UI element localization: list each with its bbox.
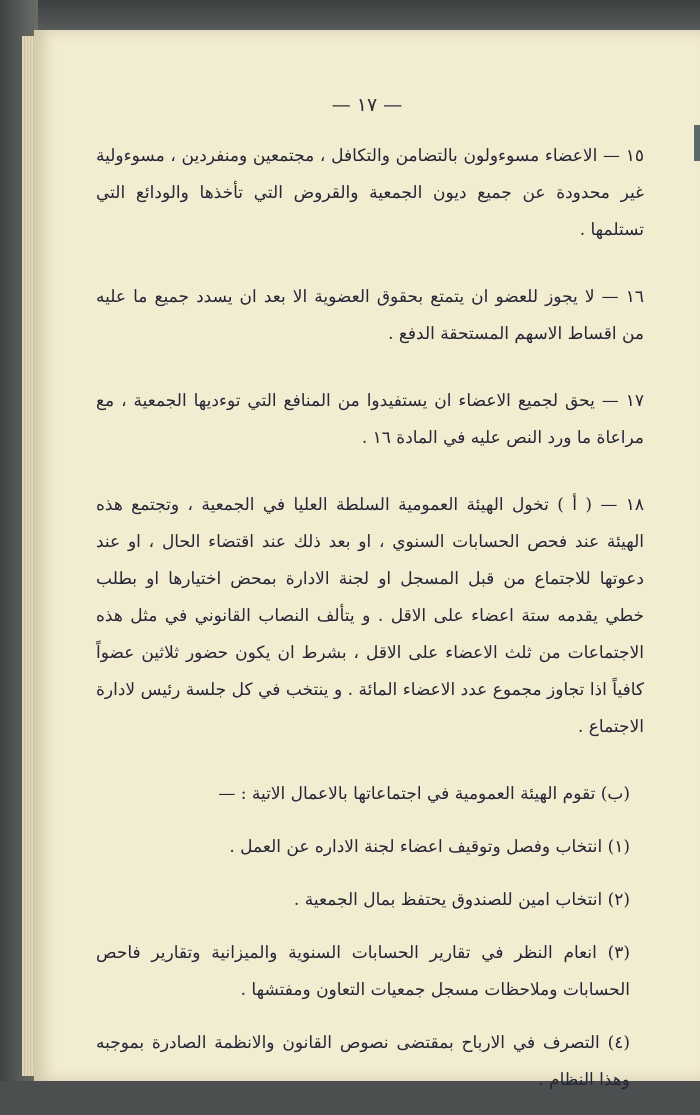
article-18-b-item-2: (٢) انتخاب امين للصندوق يحتفظ بمال الجمعية . [293,890,630,910]
article-16: ١٦ — لا يجوز للعضو ان يتمتع بحقوق العضوية الا بعد ان يسدد جميع ما عليه من اقساط الاسهم المستحقة الدفع . [96,287,644,344]
article-18-b-item-1: (١) انتخاب وفصل وتوقيف اعضاء لجنة الاداره عن العمل . [229,837,630,857]
article-18-b-item-3: (٣) انعام النظر في تقارير الحسابات السنوية والميزانية وتقارير فاحص الحسابات وملاحظات مسجل جمعيات التعاون ومفتشها . [96,943,630,1000]
article-18-b-item-4: (٤) التصرف في الارباح بمقتضى نصوص القانون والانظمة الصادرة بموجبه وهذا النظام . [96,1033,630,1090]
page-tab-marker [694,125,700,161]
book-cover-top [0,0,700,30]
document-page [34,30,700,1090]
article-18-a: ١٨ — ( أ ) تخول الهيئة العمومية السلطة العليا في الجمعية ، وتجتمع هذه الهيئة عند فحص الحسابات السنوي ، او بعد ذلك عند اقتضاء الحال ، او عند دعوتها للاجتماع من قبل المسجل او لجنة الادارة بمحض اختيارها او بطلب خطي يقدمه ستة اعضاء على الاقل . و يتألف النصاب القانوني في مثل هذه الاجتماعات من ثلث الاعضاء على الاقل ، بشرط ان يكون حضور ثلاثين عضواً كافياً اذا تجاوز مجموع عدد الاعضاء المائة . و ينتخب في كل جلسة رئيس لادارة الاجتماع . [96,495,645,737]
article-17: ١٧ — يحق لجميع الاعضاء ان يستفيدوا من المنافع التي توءديها الجمعية ، مع مراعاة ما ورد النص عليه في المادة ١٦ . [96,391,644,448]
body-text [96,138,644,1115]
article-18-b: (ب) تقوم الهيئة العمومية في اجتماعاتها بالاعمال الاتية : — [218,784,630,804]
page-number: — ١٧ — [331,94,403,116]
article-15: ١٥ — الاعضاء مسوءولون بالتضامن والتكافل ، مجتمعين ومنفردين ، مسوءولية غير محدودة عن جميع ديون الجمعية والقروض التي تأخذها والودائع التي تستلمها . [96,146,644,240]
